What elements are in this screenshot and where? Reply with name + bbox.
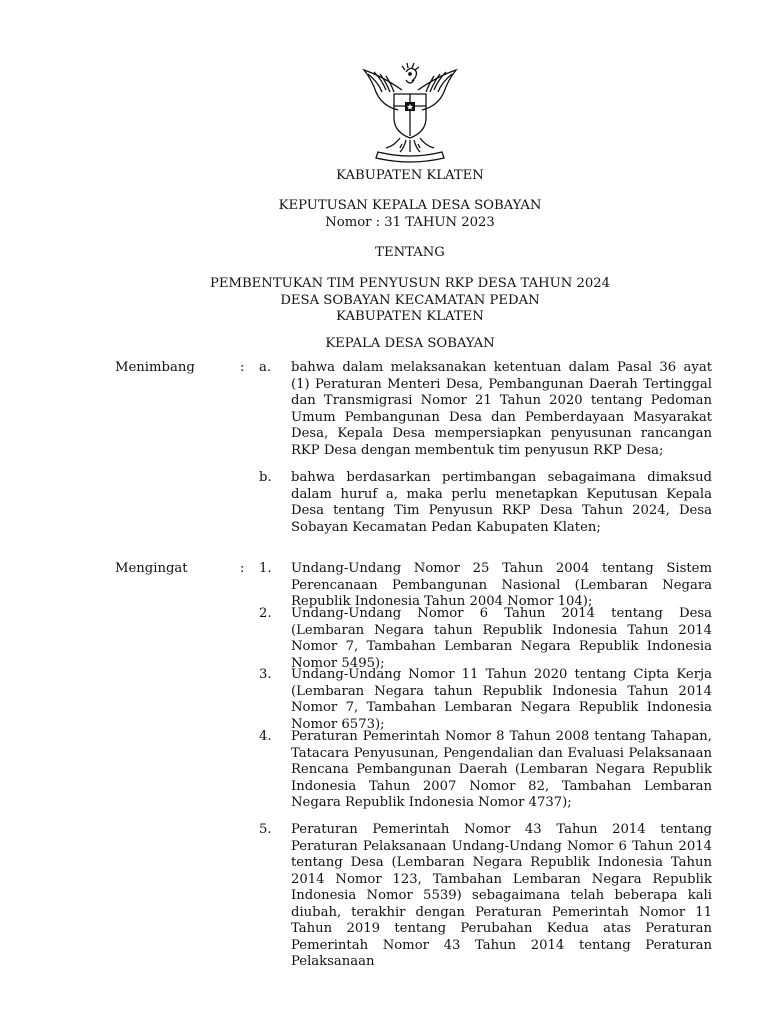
mengingat-marker-2: 2. xyxy=(259,606,272,621)
garuda-emblem-icon xyxy=(356,60,464,168)
mengingat-marker-5: 5. xyxy=(259,822,272,837)
decree-heading xyxy=(0,198,768,231)
menimbang-marker-a: a. xyxy=(259,360,272,375)
mengingat-colon: : xyxy=(240,561,245,576)
menimbang-colon: : xyxy=(240,360,245,375)
region-heading: KABUPATEN KLATEN xyxy=(336,168,484,183)
menimbang-label: Menimbang xyxy=(115,360,195,375)
about-heading: TENTANG xyxy=(375,245,445,260)
mengingat-item-4: Peraturan Pemerintah Nomor 8 Tahun 2008 tentang Tahapan, Tatacara Penyusunan, Pengendalian dan Evaluasi Pelaksanaan Rencana Pembangunan Daerah (Lembaran Negara Republik Indonesia Tahun 2007 Nomor 82, Tambahan Lembaran Negara Republik Indonesia Nomor 4737); xyxy=(291,729,712,810)
mengingat-marker-3: 3. xyxy=(259,667,272,682)
subject-line-2: DESA SOBAYAN KECAMATAN PEDAN xyxy=(280,292,540,308)
mengingat-label: Mengingat xyxy=(115,561,188,576)
mengingat-item-1: Undang-Undang Nomor 25 Tahun 2004 tentang Sistem Perencanaan Pembangunan Nasional (Lembaran Negara Republik Indonesia Tahun 2004 Nomor 104); xyxy=(291,561,712,609)
mengingat-marker-4: 4. xyxy=(259,729,272,744)
subject-line-1: PEMBENTUKAN TIM PENYUSUN RKP DESA TAHUN 2024 xyxy=(209,276,611,291)
menimbang-item-a: bahwa dalam melaksanakan ketentuan dalam Pasal 36 ayat (1) Peraturan Menteri Desa, Pembangunan Daerah Tertinggal dan Transmigrasi Nomor 21 Tahun 2020 tentang Pedoman Umum Pembangunan Desa dan Pemberdayaan Masyarakat Desa, Kepala Desa mempersiapkan penyusunan rancangan RKP Desa dengan membentuk tim penyusun RKP Desa; xyxy=(291,360,712,458)
decree-number: Nomor : 31 TAHUN 2023 xyxy=(325,214,495,230)
subject-line-3: KABUPATEN KLATEN xyxy=(336,309,484,324)
mengingat-item-5: Peraturan Pemerintah Nomor 43 Tahun 2014 tentang Peraturan Pelaksanaan Undang-Undang Nomor 6 Tahun 2014 tentang Desa (Lembaran Negara Republik Indonesia Tahun 2014 Nomor 123, Tambahan Lembaran Negara Republik Indonesia Nomor 5539) sebagaimana telah beberapa kali diubah, terakhir dengan Peraturan Pemerintah Nomor 11 Tahun 2019 tentang Perubahan Kedua atas Peraturan Pemerintah Nomor 43 Tahun 2014 tentang Peraturan Pelaksanaan xyxy=(291,822,712,969)
mengingat-item-3: Undang-Undang Nomor 11 Tahun 2020 tentang Cipta Kerja (Lembaran Negara tahun Republik Indonesia Tahun 2014 Nomor 7, Tambahan Lembaran Negara Republik Indonesia Nomor 6573); xyxy=(291,667,712,732)
subject-heading xyxy=(0,276,768,326)
mengingat-marker-1: 1. xyxy=(259,561,272,576)
menimbang-marker-b: b. xyxy=(259,470,272,485)
decree-title: KEPUTUSAN KEPALA DESA SOBAYAN xyxy=(278,198,542,213)
authority-heading: KEPALA DESA SOBAYAN xyxy=(325,336,495,351)
mengingat-item-2: Undang-Undang Nomor 6 Tahun 2014 tentang Desa (Lembaran Negara tahun Republik Indonesia Tahun 2014 Nomor 7, Tambahan Lembaran Negara Republik Indonesia Nomor 5495); xyxy=(291,606,712,671)
menimbang-item-b: bahwa berdasarkan pertimbangan sebagaimana dimaksud dalam huruf a, maka perlu menetapkan Keputusan Kepala Desa tentang Tim Penyusun RKP Desa Tahun 2024, Desa Sobayan Kecamatan Pedan Kabupaten Klaten; xyxy=(291,470,712,535)
